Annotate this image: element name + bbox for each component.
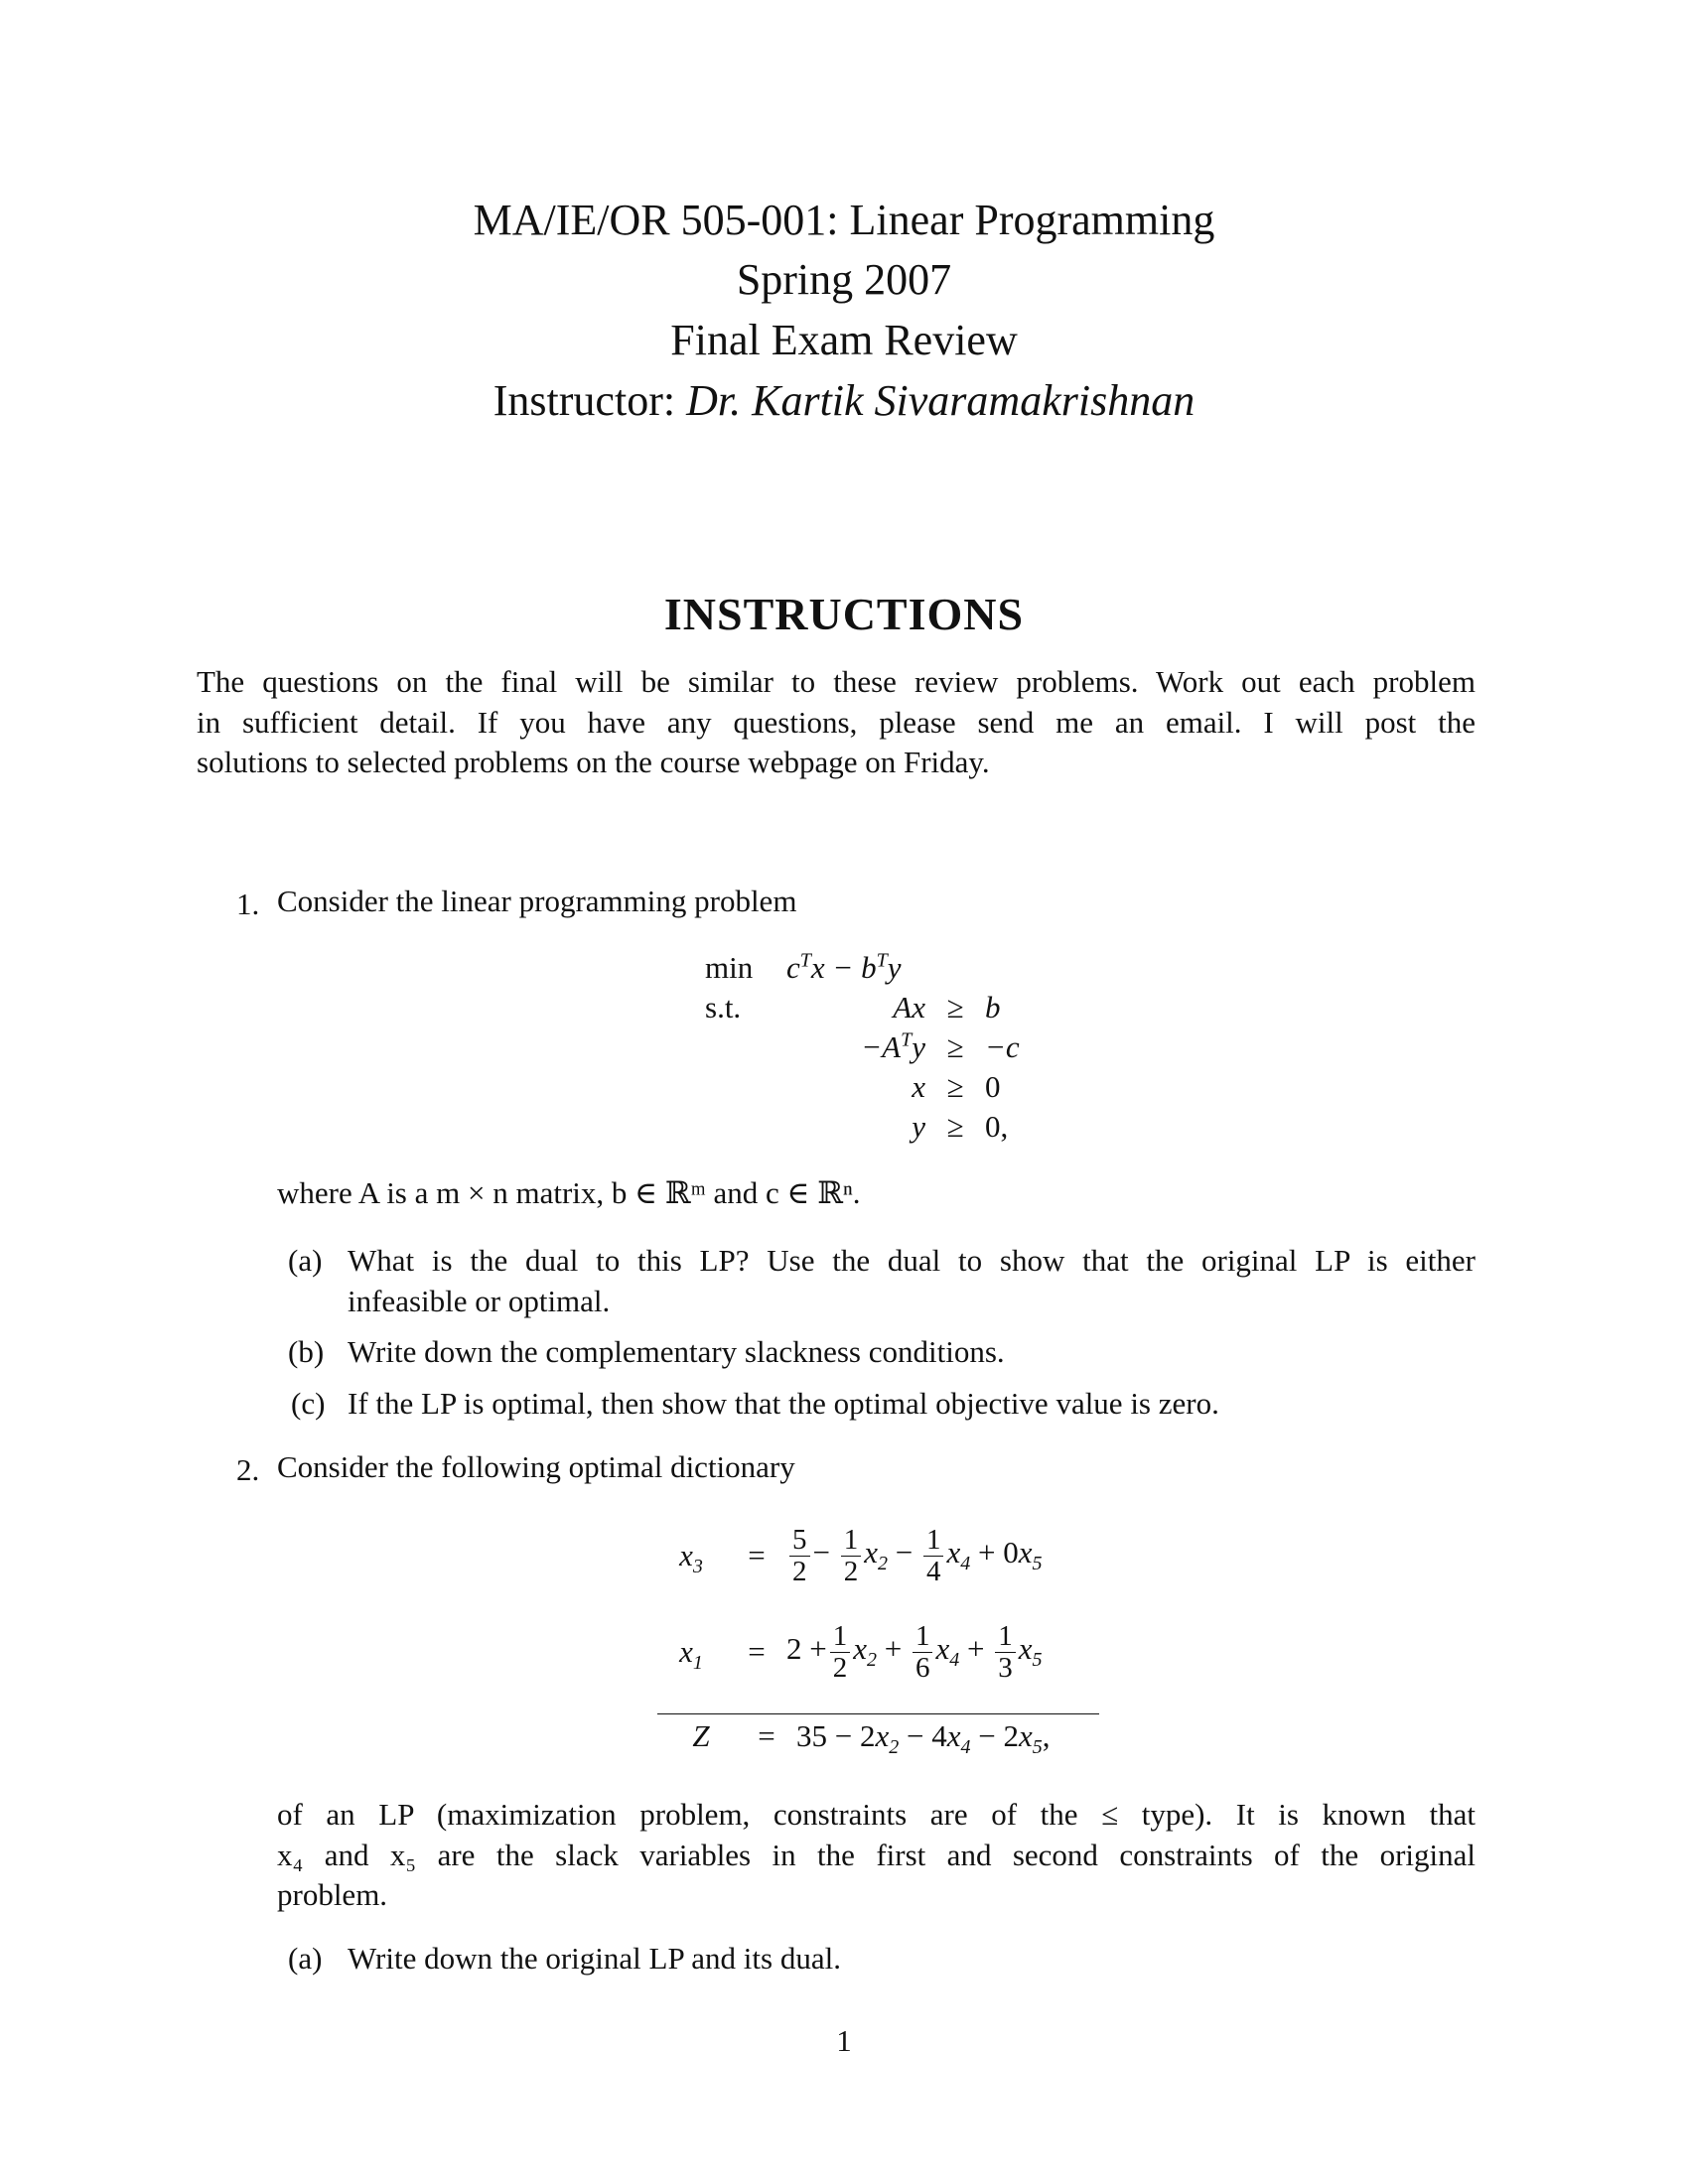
instructions-line: The questions on the final will be similar to these review problems. Work out each problem — [197, 664, 1476, 699]
problem-1-part-b-label: (b) — [288, 1334, 325, 1369]
problem-1-part-a: What is the dual to this LP? Use the dual to show that the original LP is either infeasible or optimal. — [348, 1243, 1476, 1318]
problem-1-where: where A is a m × n matrix, b ∈ ℝᵐ and c ∈ ℝⁿ. — [277, 1175, 861, 1210]
problem-2-part-a: Write down the original LP and its dual. — [348, 1941, 841, 1976]
course-title: MA/IE/OR 505-001: Linear Programming — [473, 196, 1215, 244]
problem-2-description: of an LP (maximization problem, constraints are of the ≤ type). It is known that x₄ and x₅ are the slack variables in the first and second constraints of the original problem. — [277, 1797, 1476, 1912]
constraint-relation: ≥ — [946, 1109, 964, 1144]
instructions-heading: INSTRUCTIONS — [663, 589, 1025, 639]
dictionary-objective-lhs: Z — [692, 1718, 710, 1753]
problem-1-part-a-label: (a) — [288, 1243, 323, 1278]
dictionary-rhs: $\frac{5}{2}$ − $\frac{1}{2}$ $x_2$ − $\frac{1}{4}$ $x_4 + 0x_5$ — [786, 1525, 1043, 1586]
instructions-paragraph — [197, 662, 1476, 783]
document-title: Final Exam Review — [670, 316, 1018, 364]
problem-2-part-a-label: (a) — [288, 1941, 323, 1976]
constraint-lhs: y — [912, 1109, 925, 1144]
lp-st-keyword: s.t. — [705, 990, 742, 1024]
constraint-relation: ≥ — [946, 1069, 964, 1104]
instructor-name: Dr. Kartik Sivaramakrishnan — [686, 376, 1196, 425]
constraint-relation: ≥ — [946, 990, 964, 1024]
lp-formulation — [705, 948, 1020, 1147]
dictionary-lhs: $x_1$ — [679, 1634, 703, 1675]
problem-1-part-c: If the LP is optimal, then show that the optimal objective value is zero. — [348, 1386, 1219, 1421]
dictionary-rhs: 2 + $\frac{1}{2}$ $x_2$ + $\frac{1}{6}$ $x_4$ + $\frac{1}{3}$ $x_5$ — [786, 1620, 1043, 1684]
problem-1-part-b: Write down the complementary slackness conditions. — [348, 1334, 1005, 1369]
constraint-rhs: 0 — [985, 1069, 1001, 1104]
instructions-line: solutions to selected problems on the course webpage on Friday. — [197, 745, 990, 779]
problem-1-lp — [705, 948, 1020, 1147]
page-number: 1 — [836, 2023, 852, 2058]
constraint-relation: ≥ — [946, 1029, 964, 1064]
instructor-label: Instructor: — [492, 376, 676, 425]
optimal-dictionary — [655, 1511, 1102, 1758]
dictionary-row-x3: $x_3$ = $\frac{5}{2}$ − $\frac{1}{2}$ $x_2$ − $\frac{1}{4}$ $x_4 + 0x_5$ — [655, 1511, 1102, 1600]
term: Spring 2007 — [736, 255, 952, 304]
dictionary-lhs: $x_3$ — [679, 1538, 703, 1578]
constraint-rhs: −c — [985, 1029, 1020, 1064]
problem-2-intro: Consider the following optimal dictionary — [277, 1449, 795, 1484]
instructor-line — [0, 376, 1688, 425]
constraint-rhs: b — [985, 990, 1001, 1024]
dictionary-objective-rhs: $35 - 2x_2 - 4x_4 - 2x_5$, — [796, 1718, 1051, 1759]
instructions-line: in sufficient detail. If you have any questions, please send me an email. I will post the — [197, 704, 1476, 740]
problem-1-intro: Consider the linear programming problem — [277, 884, 797, 918]
lp-objective: $c^Tx - b^Ty$ — [786, 949, 902, 985]
dictionary-objective-row: Z = $35 - 2x_2 - 4x_4 - 2x_5$, — [655, 1714, 1102, 1758]
problem-1-part-c-label: (c) — [291, 1386, 326, 1421]
constraint-lhs: $-A^Ty$ — [861, 1028, 925, 1064]
problem-1-number: 1. — [236, 887, 260, 921]
dictionary-row-x1: $x_1$ = 2 + $\frac{1}{2}$ $x_2$ + $\frac{1}{6}$ $x_4$ + $\frac{1}{3}$ $x_5$ — [655, 1600, 1102, 1704]
constraint-lhs: Ax — [893, 990, 925, 1024]
problem-2-number: 2. — [236, 1452, 260, 1487]
lp-min-keyword: min — [705, 950, 754, 985]
constraint-rhs: 0, — [985, 1109, 1009, 1144]
constraint-lhs: x — [912, 1069, 925, 1104]
